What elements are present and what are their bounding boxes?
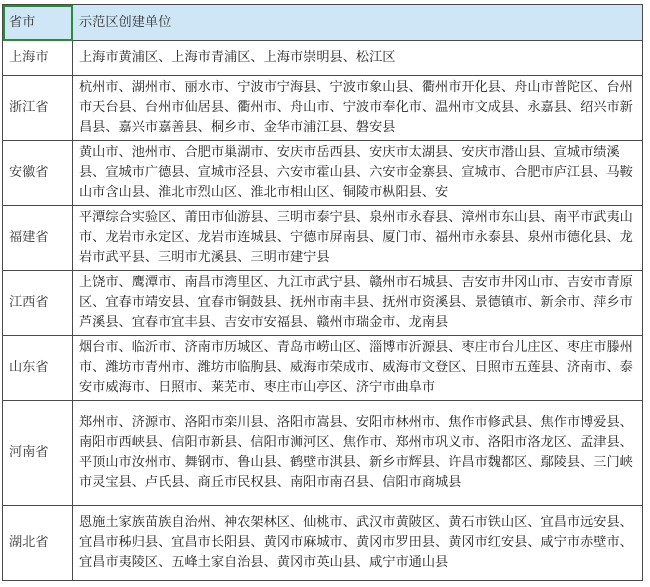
table-row bbox=[3, 336, 643, 401]
table-row bbox=[3, 271, 643, 336]
units-cell[interactable]: 上饶市、鹰潭市、南昌市湾里区、九江市武宁县、赣州市石城县、吉安市井冈山市、吉安市青原区、宜春市靖安县、宜春市铜鼓县、抚州市南丰县、抚州市资溪县、景德镇市、新余市、萍乡市芦溪县、宜春市宜丰县、吉安市安福县、赣州市瑞金市、龙南县 bbox=[73, 271, 643, 336]
header-province-cell[interactable]: 省市 bbox=[3, 5, 73, 41]
header-row bbox=[3, 5, 643, 41]
units-cell[interactable]: 上海市黄浦区、上海市青浦区、上海市崇明县、松江区 bbox=[73, 41, 643, 76]
province-cell[interactable]: 山东省 bbox=[3, 336, 73, 401]
table-row bbox=[3, 76, 643, 141]
province-cell[interactable]: 浙江省 bbox=[3, 76, 73, 141]
province-cell[interactable]: 河南省 bbox=[3, 401, 73, 506]
table-row bbox=[3, 206, 643, 271]
table-row bbox=[3, 401, 643, 506]
units-cell[interactable]: 平潭综合实验区、莆田市仙游县、三明市泰宁县、泉州市永春县、漳州市东山县、南平市武夷山市、龙岩市永定区、龙岩市连城县、宁德市屏南县、厦门市、福州市永泰县、泉州市德化县、龙岩市武平县、三明市尤溪县、三明市建宁县 bbox=[73, 206, 643, 271]
province-cell[interactable]: 湖北省 bbox=[3, 506, 73, 581]
province-cell[interactable]: 上海市 bbox=[3, 41, 73, 76]
province-cell[interactable]: 安徽省 bbox=[3, 141, 73, 206]
units-cell[interactable]: 黄山市、池州市、合肥市巢湖市、安庆市岳西县、安庆市太湖县、安庆市潜山县、宣城市绩溪县、宣城市广德县、宣城市泾县、六安市霍山县、六安市金寨县、宣城市、合肥市庐江县、马鞍山市含山县、淮北市烈山区、淮北市相山区、铜陵市枞阳县、安 bbox=[73, 141, 643, 206]
province-cell[interactable]: 江西省 bbox=[3, 271, 73, 336]
table-row bbox=[3, 41, 643, 76]
units-cell[interactable]: 烟台市、临沂市、济南市历城区、青岛市崂山区、淄博市沂源县、枣庄市台儿庄区、枣庄市滕州市、潍坊市青州市、潍坊市临朐县、威海市荣成市、威海市文登区、日照市五莲县、济南市、泰安市威海市、日照市、莱芜市、枣庄市山亭区、济宁市曲阜市 bbox=[73, 336, 643, 401]
units-cell[interactable]: 杭州市、湖州市、丽水市、宁波市宁海县、宁波市象山县、衢州市开化县、舟山市普陀区、台州市天台县、台州市仙居县、衢州市、舟山市、宁波市奉化市、温州市文成县、永嘉县、绍兴市新昌县、嘉兴市嘉善县、桐乡市、金华市浦江县、磐安县 bbox=[73, 76, 643, 141]
province-cell[interactable]: 福建省 bbox=[3, 206, 73, 271]
units-cell[interactable]: 恩施土家族苗族自治州、神农架林区、仙桃市、武汉市黄陂区、黄石市铁山区、宜昌市远安县、宜昌市秭归县、宜昌市长阳县、黄冈市麻城市、黄冈市罗田县、黄冈市红安县、咸宁市赤壁市、宜昌市夷陵区、五峰土家自治县、黄冈市英山县、咸宁市通山县 bbox=[73, 506, 643, 581]
table-row bbox=[3, 141, 643, 206]
table-row bbox=[3, 506, 643, 581]
demonstration-zone-table bbox=[2, 4, 643, 581]
header-units-cell[interactable]: 示范区创建单位 bbox=[73, 5, 643, 41]
units-cell[interactable]: 郑州市、济源市、洛阳市栾川县、洛阳市嵩县、安阳市林州市、焦作市修武县、焦作市博爱县、南阳市西峡县、信阳市新县、信阳市浉河区、焦作市、郑州市巩义市、洛阳市洛龙区、孟津县、平顶山市汝州市、舞钢市、鲁山县、鹤壁市淇县、新乡市辉县、许昌市魏都区、鄢陵县、三门峡市灵宝县、卢氏县、商丘市民权县、南阳市南召县、信阳市商城县 bbox=[73, 401, 643, 506]
